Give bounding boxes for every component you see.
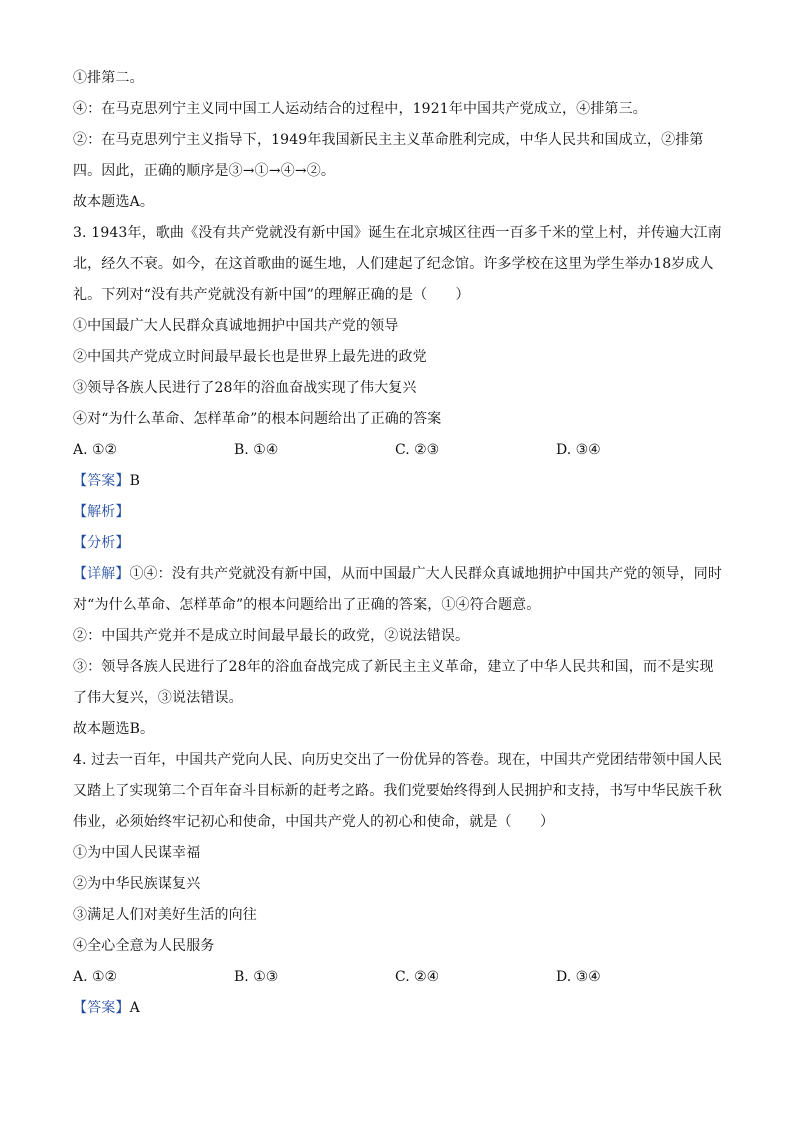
q3-stem-line-1: 3. 1943年，歌曲《没有共产党就没有新中国》诞生在北京城区往西一百多千米的堂上村，并传遍大江南: [73, 225, 722, 241]
prev-analysis-line-4: 四。因此，正确的顺序是③→①→④→②。: [73, 163, 336, 179]
q4-stem-line-2: 又踏上了实现第二个百年奋斗目标新的赶考之路。我们党要始终得到人民拥护和支持，书写中华民族千秋: [73, 783, 722, 799]
q4-statement-2: ②为中华民族谋复兴: [73, 876, 201, 892]
q3-detail-line-4: ③：领导各族人民进行了28年的浴血奋战完成了新民主主义革命，建立了中华人民共和国，而不是实现: [73, 659, 714, 675]
q4-option-a: A. ①②: [73, 969, 118, 985]
q4-statement-4: ④全心全意为人民服务: [73, 938, 215, 954]
q4-answer-label: 【答案】: [73, 1000, 130, 1016]
q3-analysis-heading: [73, 504, 130, 520]
q3-answer: [73, 473, 140, 489]
q3-statement-2: ②中国共产党成立时间最早最长也是世界上最先进的政党: [73, 349, 427, 365]
prev-analysis-line-3: ②：在马克思列宁主义指导下，1949年我国新民主主义革命胜利完成，中华人民共和国成立，②排第: [73, 132, 704, 148]
q3-detail-line-3: ②：中国共产党并不是成立时间最早最长的政党，②说法错误。: [73, 628, 470, 644]
q4-stem-line-3: 伟业，必须始终牢记初心和使命，中国共产党人的初心和使命，就是（ ）: [73, 814, 555, 830]
q3-fenxi-heading: [73, 535, 130, 551]
q3-detail-text-1: ①④：没有共产党就没有新中国，从而中国最广大人民群众真诚地拥护中国共产党的领导，同时: [129, 566, 722, 582]
q3-option-c: C. ②③: [395, 442, 440, 458]
prev-conclusion: 故本题选A。: [73, 194, 155, 210]
q3-option-a: A. ①②: [73, 442, 118, 458]
q3-statement-4: ④对“为什么革命、怎样革命”的根本问题给出了正确的答案: [73, 411, 442, 427]
q3-option-b: B. ①④: [234, 442, 279, 458]
q3-detail-line-1: [73, 566, 722, 582]
q3-stem-line-3: 礼。下列对“没有共产党就没有新中国”的理解正确的是（ ）: [73, 287, 470, 303]
q4-option-b: B. ①③: [234, 969, 279, 985]
q3-statement-3: ③领导各族人民进行了28年的浴血奋战实现了伟大复兴: [73, 380, 417, 396]
q4-statement-3: ③满足人们对美好生活的向往: [73, 907, 257, 923]
q4-option-d: D. ③④: [556, 969, 601, 985]
q3-stem-line-2: 北，经久不衰。如今，在这首歌曲的诞生地，人们建起了纪念馆。许多学校在这里为学生举办18岁成人: [73, 256, 714, 272]
q3-conclusion: 故本题选B。: [73, 721, 155, 737]
prev-analysis-line-2: ④：在马克思列宁主义同中国工人运动结合的过程中，1921年中国共产党成立，④排第三。: [73, 101, 647, 117]
q3-answer-value: B: [129, 473, 141, 489]
q3-detail-line-5: 了伟大复兴，③说法错误。: [73, 690, 243, 706]
q4-option-c: C. ②④: [395, 969, 440, 985]
prev-analysis-line-1: ①排第二。: [73, 70, 144, 86]
q3-detail-label: 【详解】: [73, 566, 130, 582]
q3-analysis-label: 【解析】: [73, 504, 130, 520]
q3-statement-1: ①中国最广大人民群众真诚地拥护中国共产党的领导: [73, 318, 399, 334]
q4-statement-1: ①为中国人民谋幸福: [73, 845, 201, 861]
q3-option-d: D. ③④: [556, 442, 601, 458]
q4-stem-line-1: 4. 过去一百年，中国共产党向人民、向历史交出了一份优异的答卷。现在，中国共产党团结带领中国人民: [73, 752, 723, 768]
q4-answer: [73, 1000, 140, 1016]
q3-detail-line-2: 对“为什么革命、怎样革命”的根本问题给出了正确的答案，①④符合题意。: [73, 597, 541, 613]
q3-fenxi-label: 【分析】: [73, 535, 130, 551]
q4-answer-value: A: [129, 1000, 140, 1016]
q3-answer-label: 【答案】: [73, 473, 130, 489]
